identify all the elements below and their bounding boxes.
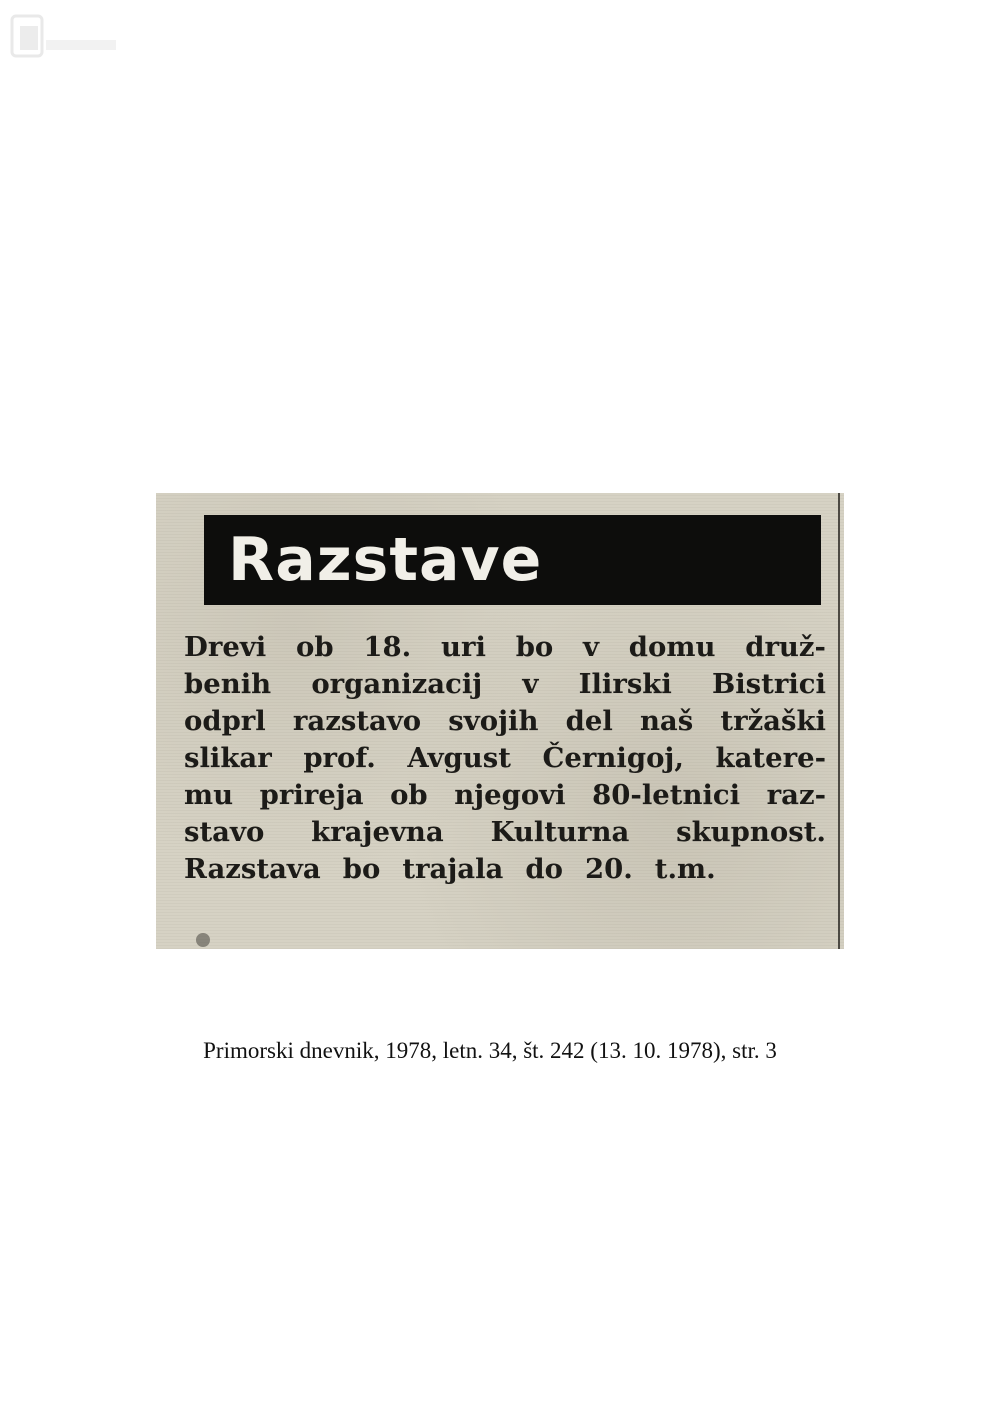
- article-line: [184, 777, 826, 814]
- article-word: uri: [440, 631, 486, 663]
- article-word: ob: [296, 631, 334, 663]
- article-word: domu: [628, 631, 716, 663]
- article-line: [184, 666, 826, 703]
- article-word: t.m.: [654, 853, 716, 885]
- article-word: razstavo: [292, 705, 422, 737]
- article-word: prireja: [259, 779, 364, 811]
- article-word: prof.: [303, 742, 376, 774]
- article-line: [184, 814, 826, 851]
- article-word: 18.: [363, 631, 412, 663]
- article-word: krajevna: [311, 816, 444, 848]
- article-word: stavo: [184, 816, 265, 848]
- article-word: mu: [184, 779, 234, 811]
- article-word: v: [522, 668, 539, 700]
- article-line: [184, 703, 826, 740]
- article-word: Bistrici: [711, 668, 826, 700]
- article-word: tržaški: [720, 705, 826, 737]
- article-line: [184, 851, 826, 888]
- article-word: Ilirski: [578, 668, 672, 700]
- heading-bar: [204, 515, 821, 605]
- article-word: ob: [390, 779, 428, 811]
- ink-smudge: [196, 933, 210, 947]
- newspaper-clipping: [156, 493, 844, 949]
- article-word: organizacij: [311, 668, 483, 700]
- article-word: Avgust: [407, 742, 511, 774]
- article-word: druž-: [745, 631, 826, 663]
- article-word: skupnost.: [676, 816, 826, 848]
- article-word: Kulturna: [490, 816, 630, 848]
- article-line: [184, 740, 826, 777]
- article-line: [184, 629, 826, 666]
- article-word: bo: [342, 853, 381, 885]
- article-word: svojih: [448, 705, 539, 737]
- article-word: katere-: [715, 742, 826, 774]
- article-word: Černigoj,: [542, 742, 684, 774]
- article-word: Razstava: [184, 853, 321, 885]
- article-word: slikar: [184, 742, 272, 774]
- article-word: bo: [515, 631, 554, 663]
- article-word: benih: [184, 668, 272, 700]
- article-word: 20.: [584, 853, 633, 885]
- article-word: naš: [639, 705, 694, 737]
- article-word: do: [525, 853, 563, 885]
- article-word: odprl: [184, 705, 266, 737]
- column-rule: [838, 493, 840, 949]
- source-caption: Primorski dnevnik, 1978, letn. 34, št. 242 (13. 10. 1978), str. 3: [203, 1038, 777, 1063]
- logo-watermark-icon: [10, 12, 120, 62]
- article-text: [184, 629, 826, 888]
- article-word: raz-: [766, 779, 826, 811]
- article-word: trajala: [402, 853, 504, 885]
- clipping-heading: Razstave: [228, 525, 543, 595]
- article-word: v: [583, 631, 600, 663]
- article-word: njegovi: [454, 779, 566, 811]
- article-word: Drevi: [184, 631, 267, 663]
- article-word: 80-letnici: [592, 779, 741, 811]
- article-word: del: [565, 705, 613, 737]
